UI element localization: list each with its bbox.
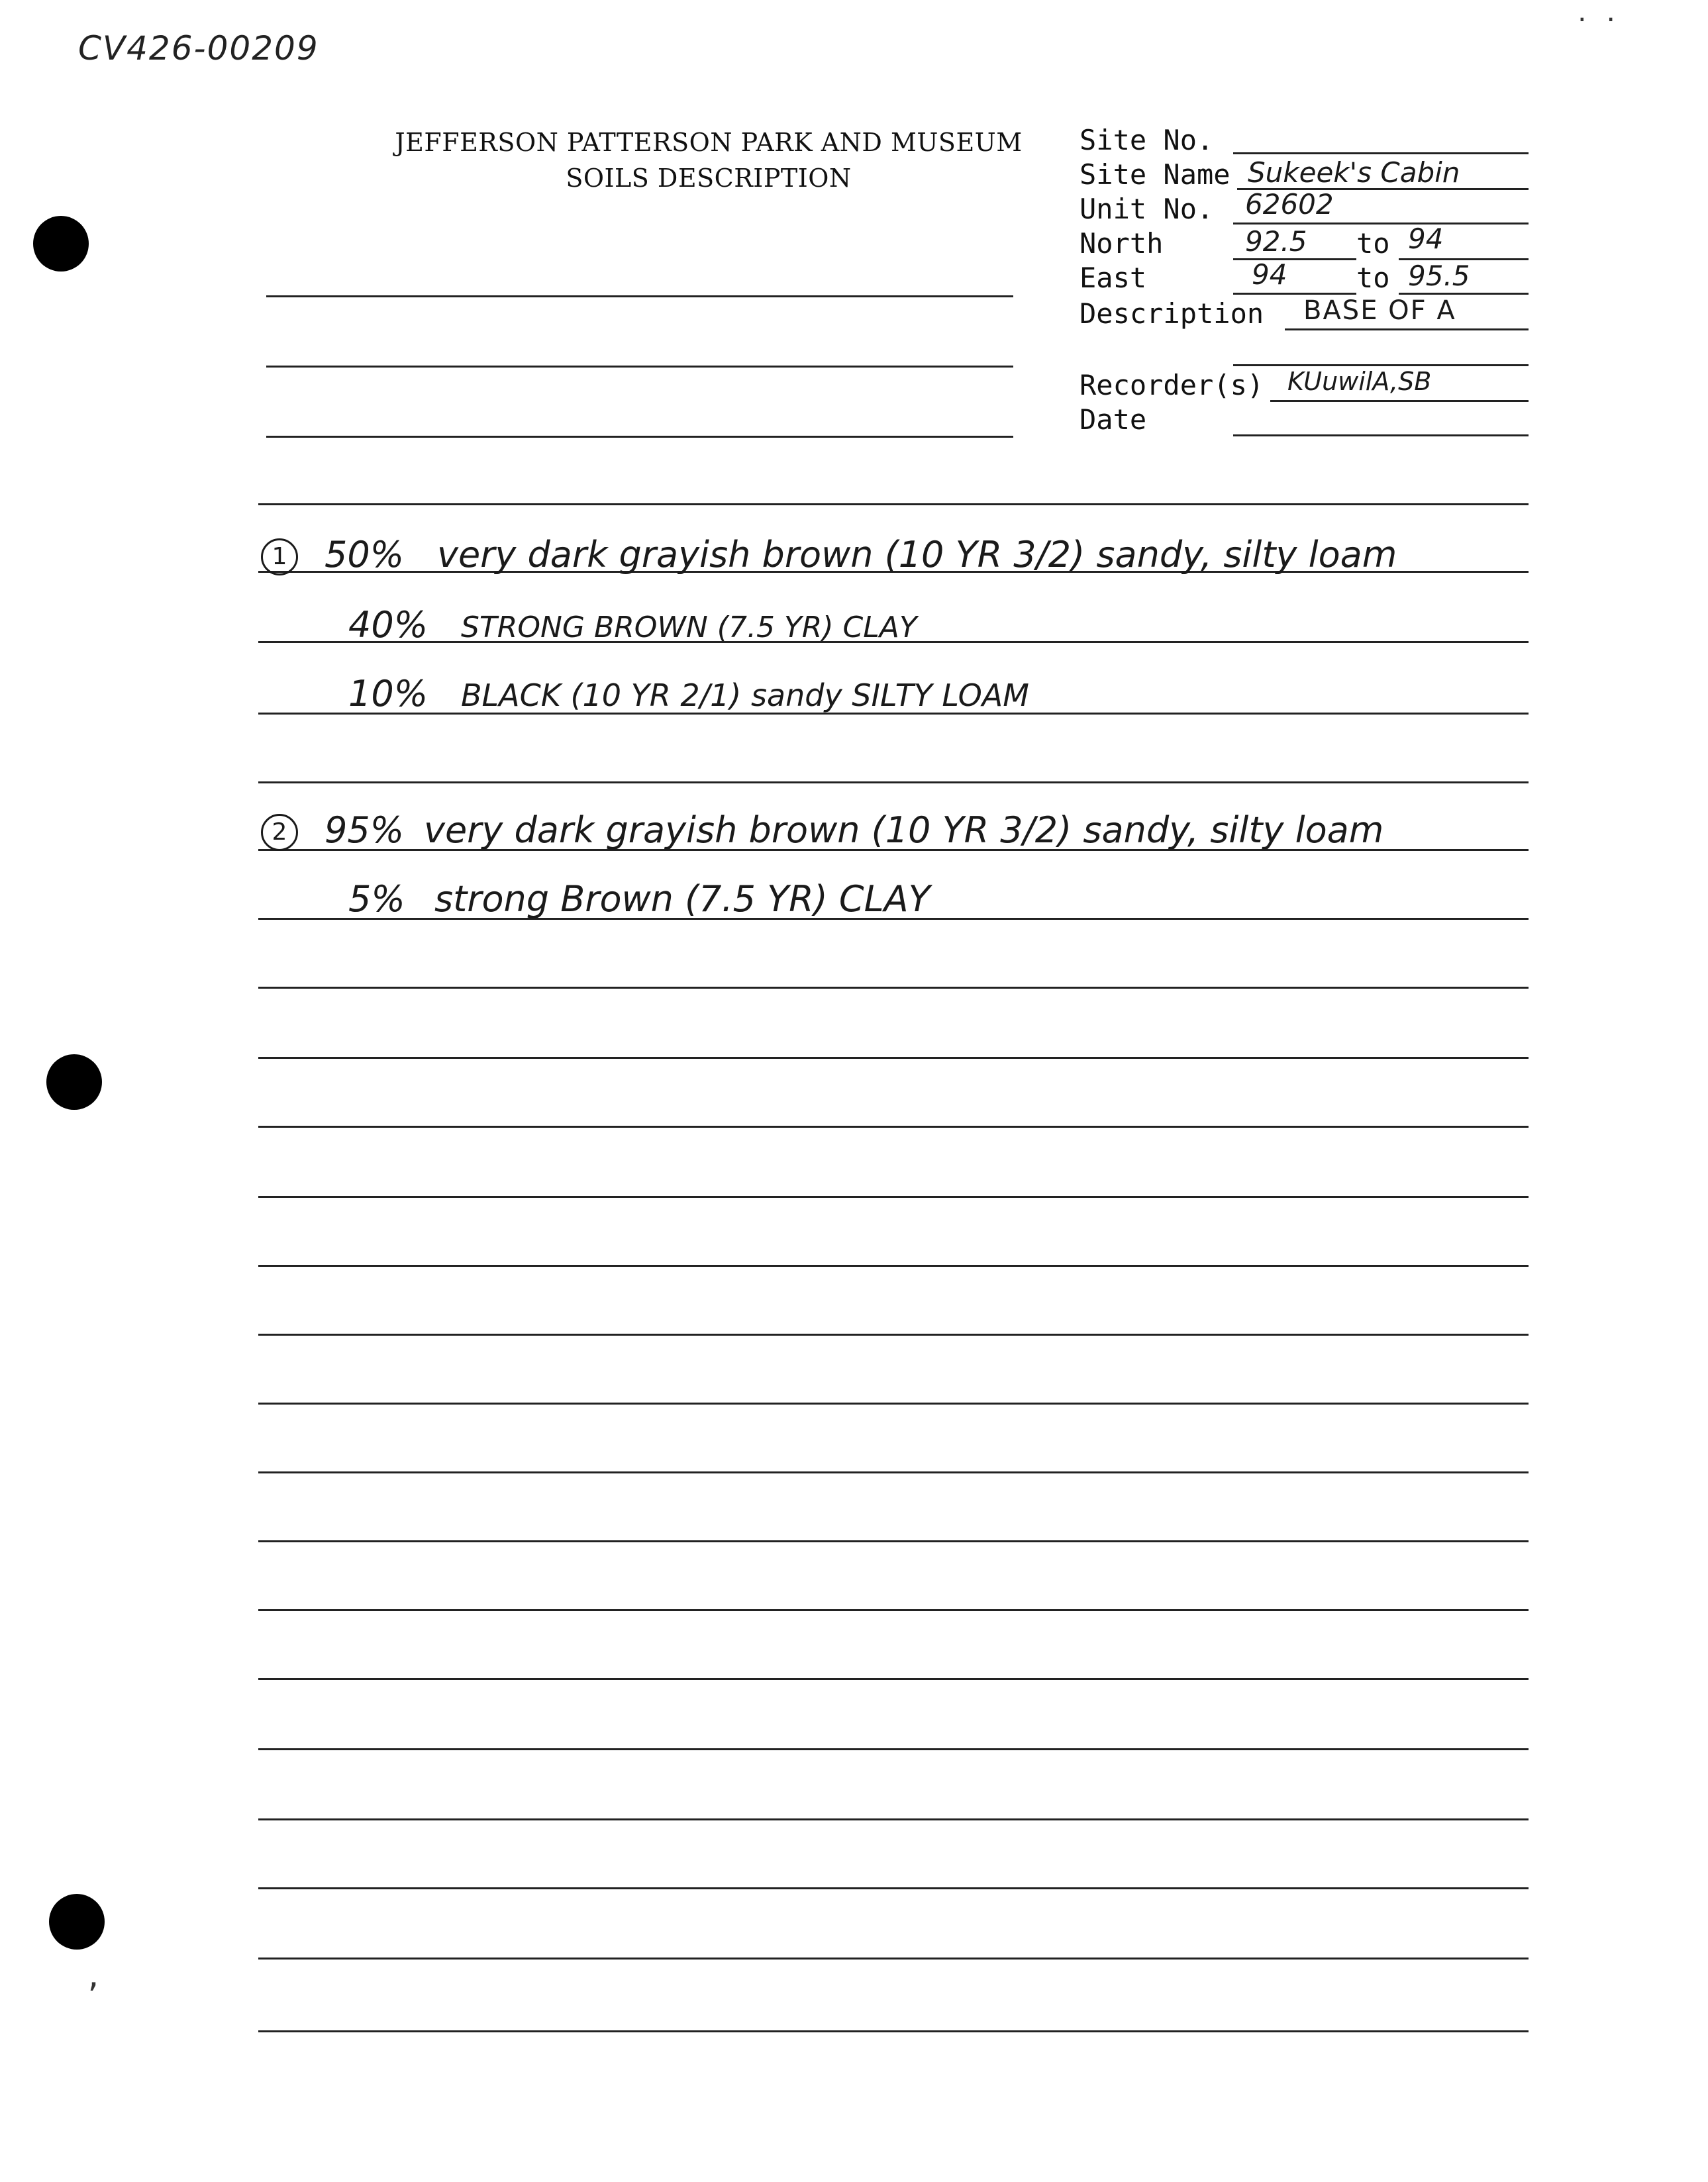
ruled-line [258,1818,1529,1820]
ruled-line [258,1748,1529,1750]
entry-text: strong Brown (7.5 YR) CLAY [434,878,930,920]
north-field [1080,226,1163,261]
entry-percent: 10% [348,673,428,715]
north-to-label: to [1356,227,1390,260]
ruled-line [258,503,1529,505]
recorders-value: KUuwilA,SB [1287,367,1432,396]
ruled-line [258,1471,1529,1473]
unit-no-line [1233,223,1529,224]
ruled-line [258,781,1529,783]
ruled-line [258,1609,1529,1611]
ruled-line [258,987,1529,989]
ruled-line [258,1196,1529,1198]
north-label: North [1080,227,1164,260]
ruled-line [258,1057,1529,1059]
ruled-line [258,1126,1529,1128]
entry-text: BLACK (10 YR 2/1) sandy SILTY LOAM [461,677,1029,713]
east-to-line [1399,293,1529,295]
east-from-line [1233,293,1356,295]
blank-line [266,366,1013,368]
ruled-line [258,1678,1529,1680]
entry-percent: 95% [325,809,405,851]
east-label: East [1080,262,1147,294]
site-name-value: Sukeek's Cabin [1248,156,1460,189]
ruled-line [258,1265,1529,1267]
entry-percent: 50% [325,534,405,575]
north-from-value: 92.5 [1245,225,1307,258]
unit-no-field [1080,192,1213,226]
unit-no-value: 62602 [1245,188,1334,221]
scan-artifact: , [85,1960,103,1994]
recorders-label: Recorder(s) [1080,369,1264,401]
description-extra-line [1233,364,1529,366]
description-field [1080,297,1264,331]
punch-hole-bottom [49,1894,105,1950]
blank-line [266,436,1013,438]
entry-text: STRONG BROWN (7.5 YR) CLAY [461,611,917,644]
description-label: Description [1080,297,1264,330]
site-name-field [1080,158,1231,192]
entry-1-number: 1 [261,538,298,575]
date-field [1080,403,1146,437]
east-field [1080,261,1146,295]
entry-2-number: 2 [261,814,298,851]
site-no-label: Site No. [1080,124,1214,156]
blank-line [266,295,1013,297]
site-name-label: Site Name [1080,158,1231,191]
east-from-value: 94 [1252,258,1287,291]
entry-percent: 5% [348,878,405,920]
entry-1-line-1 [261,534,1397,575]
description-value: BASE OF A [1303,295,1456,326]
scan-artifact: · · [1575,7,1619,34]
ruled-line [258,1887,1529,1889]
form-title: SOILS DESCRIPTION [566,164,852,193]
recorders-line [1270,400,1529,402]
site-no-line [1233,152,1529,154]
site-no-field [1080,123,1213,158]
punch-hole-middle [46,1054,102,1110]
unit-no-label: Unit No. [1080,193,1214,225]
date-label: Date [1080,403,1147,436]
recorders-field [1080,368,1264,403]
entry-text: very dark grayish brown (10 YR 3/2) sandy, silty loam [437,534,1397,575]
form-header [391,124,1027,196]
date-line [1233,434,1529,436]
entry-2-line-1 [261,809,1383,851]
ruled-line [258,1958,1529,1959]
entry-text: very dark grayish brown (10 YR 3/2) sandy, silty loam [424,809,1384,851]
entry-1-line-2 [348,604,917,646]
east-to-label: to [1356,262,1390,294]
org-name: JEFFERSON PATTERSON PARK AND MUSEUM [395,128,1023,157]
ruled-line [258,1540,1529,1542]
document-id: CV426-00209 [78,29,319,68]
punch-hole-top [33,216,89,272]
ruled-line [258,2030,1529,2032]
entry-percent: 40% [348,604,428,646]
entry-2-line-2 [348,878,930,920]
east-to-value: 95.5 [1408,260,1470,292]
ruled-line [258,1403,1529,1405]
entry-1-line-3 [348,673,1029,715]
ruled-line [258,1334,1529,1336]
north-to-value: 94 [1408,223,1444,255]
description-line [1285,328,1529,330]
